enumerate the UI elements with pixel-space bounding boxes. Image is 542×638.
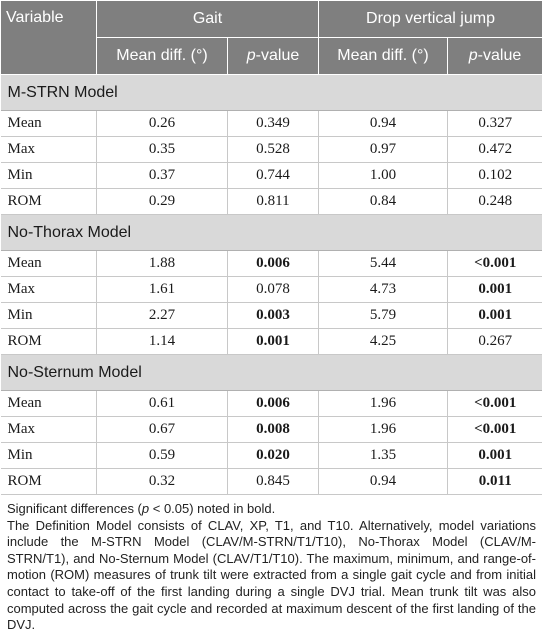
dvj-p-value-cell: <0.001 — [448, 251, 542, 277]
section-title: M-STRN Model — [1, 75, 542, 111]
section-title: No-Thorax Model — [1, 215, 542, 251]
gait-p-value-cell: 0.078 — [228, 277, 319, 303]
dvj-p-value-cell: 0.267 — [448, 329, 542, 355]
dvj-p-value-cell: 0.001 — [448, 303, 542, 329]
gait-mean-diff-cell: 0.26 — [97, 111, 228, 137]
dvj-p-value-cell: 0.001 — [448, 277, 542, 303]
header-gait-mean-diff: Mean diff. (°) — [97, 38, 228, 75]
dvj-mean-diff-cell: 5.79 — [319, 303, 448, 329]
gait-mean-diff-cell: 0.59 — [97, 443, 228, 469]
variable-cell: Max — [1, 277, 97, 303]
header-drop-vertical-jump: Drop vertical jump — [319, 1, 542, 38]
dvj-p-value-cell: 0.011 — [448, 469, 542, 495]
dvj-p-value-cell: 0.248 — [448, 189, 542, 215]
header-gait-p-value: p-value — [228, 38, 319, 75]
table-row — [1, 329, 542, 355]
gait-p-value-cell: 0.349 — [228, 111, 319, 137]
section-title: No-Sternum Model — [1, 355, 542, 391]
gait-mean-diff-cell: 0.32 — [97, 469, 228, 495]
gait-mean-diff-cell: 0.37 — [97, 163, 228, 189]
gait-mean-diff-cell: 2.27 — [97, 303, 228, 329]
gait-p-value-cell: 0.008 — [228, 417, 319, 443]
dvj-p-value-cell: 0.102 — [448, 163, 542, 189]
dvj-mean-diff-cell: 1.96 — [319, 391, 448, 417]
section-header — [1, 75, 542, 111]
table-row — [1, 469, 542, 495]
dvj-p-value-cell: <0.001 — [448, 417, 542, 443]
dvj-mean-diff-cell: 4.73 — [319, 277, 448, 303]
gait-p-value-cell: 0.006 — [228, 251, 319, 277]
gait-p-value-cell: 0.006 — [228, 391, 319, 417]
dvj-mean-diff-cell: 1.96 — [319, 417, 448, 443]
dvj-mean-diff-cell: 5.44 — [319, 251, 448, 277]
table-row — [1, 189, 542, 215]
table-row — [1, 251, 542, 277]
table-row — [1, 303, 542, 329]
table-row — [1, 163, 542, 189]
header-dvj-p-value: p-value — [448, 38, 542, 75]
section-header — [1, 215, 542, 251]
variable-cell: Mean — [1, 111, 97, 137]
table-row — [1, 417, 542, 443]
variable-cell: Max — [1, 417, 97, 443]
table-notes — [0, 495, 542, 634]
header-gait: Gait — [97, 1, 319, 38]
gait-mean-diff-cell: 1.61 — [97, 277, 228, 303]
table-row — [1, 137, 542, 163]
variable-cell: Min — [1, 163, 97, 189]
dvj-mean-diff-cell: 0.84 — [319, 189, 448, 215]
gait-p-value-cell: 0.744 — [228, 163, 319, 189]
variable-cell: Mean — [1, 391, 97, 417]
variable-cell: Mean — [1, 251, 97, 277]
dvj-p-value-cell: 0.327 — [448, 111, 542, 137]
gait-p-value-cell: 0.003 — [228, 303, 319, 329]
table-row — [1, 277, 542, 303]
gait-mean-diff-cell: 0.67 — [97, 417, 228, 443]
variable-cell: ROM — [1, 469, 97, 495]
dvj-mean-diff-cell: 0.97 — [319, 137, 448, 163]
dvj-p-value-cell: 0.001 — [448, 443, 542, 469]
significance-note: Significant differences (p < 0.05) noted in bold. — [7, 501, 276, 516]
dvj-p-value-cell: <0.001 — [448, 391, 542, 417]
variable-cell: ROM — [1, 329, 97, 355]
header-variable: Variable — [1, 1, 97, 75]
table-body — [1, 75, 542, 495]
model-description-note: The Definition Model consists of CLAV, XP, T1, and T10. Alternatively, model variations include the M-STRN Model (CLAV/M-STRN/T1/T10), No-Thorax Model (CLAV/M-STRN/T1), and No-Sternum Model (CLAV/T1/T10). The maximum, minimum, and range-of-motion (ROM) measures of trunk tilt were extracted from a single gait cycle and from initial contact to take-off of the first landing during a single DVJ trial. Mean trunk tilt was also computed across the gait cycle and recorded at maximum descent of the first landing of the DVJ. — [7, 517, 536, 633]
gait-p-value-cell: 0.528 — [228, 137, 319, 163]
gait-mean-diff-cell: 0.29 — [97, 189, 228, 215]
gait-mean-diff-cell: 0.35 — [97, 137, 228, 163]
gait-p-value-cell: 0.020 — [228, 443, 319, 469]
gait-mean-diff-cell: 0.61 — [97, 391, 228, 417]
variable-cell: Max — [1, 137, 97, 163]
variable-cell: ROM — [1, 189, 97, 215]
dvj-p-value-cell: 0.472 — [448, 137, 542, 163]
dvj-mean-diff-cell: 4.25 — [319, 329, 448, 355]
table-row — [1, 111, 542, 137]
gait-p-value-cell: 0.001 — [228, 329, 319, 355]
dvj-mean-diff-cell: 1.35 — [319, 443, 448, 469]
table-row — [1, 391, 542, 417]
dvj-mean-diff-cell: 0.94 — [319, 469, 448, 495]
gait-p-value-cell: 0.811 — [228, 189, 319, 215]
header-dvj-mean-diff: Mean diff. (°) — [319, 38, 448, 75]
section-header — [1, 355, 542, 391]
dvj-mean-diff-cell: 0.94 — [319, 111, 448, 137]
gait-mean-diff-cell: 1.88 — [97, 251, 228, 277]
table-row — [1, 443, 542, 469]
variable-cell: Min — [1, 443, 97, 469]
dvj-mean-diff-cell: 1.00 — [319, 163, 448, 189]
gait-mean-diff-cell: 1.14 — [97, 329, 228, 355]
variable-cell: Min — [1, 303, 97, 329]
gait-p-value-cell: 0.845 — [228, 469, 319, 495]
